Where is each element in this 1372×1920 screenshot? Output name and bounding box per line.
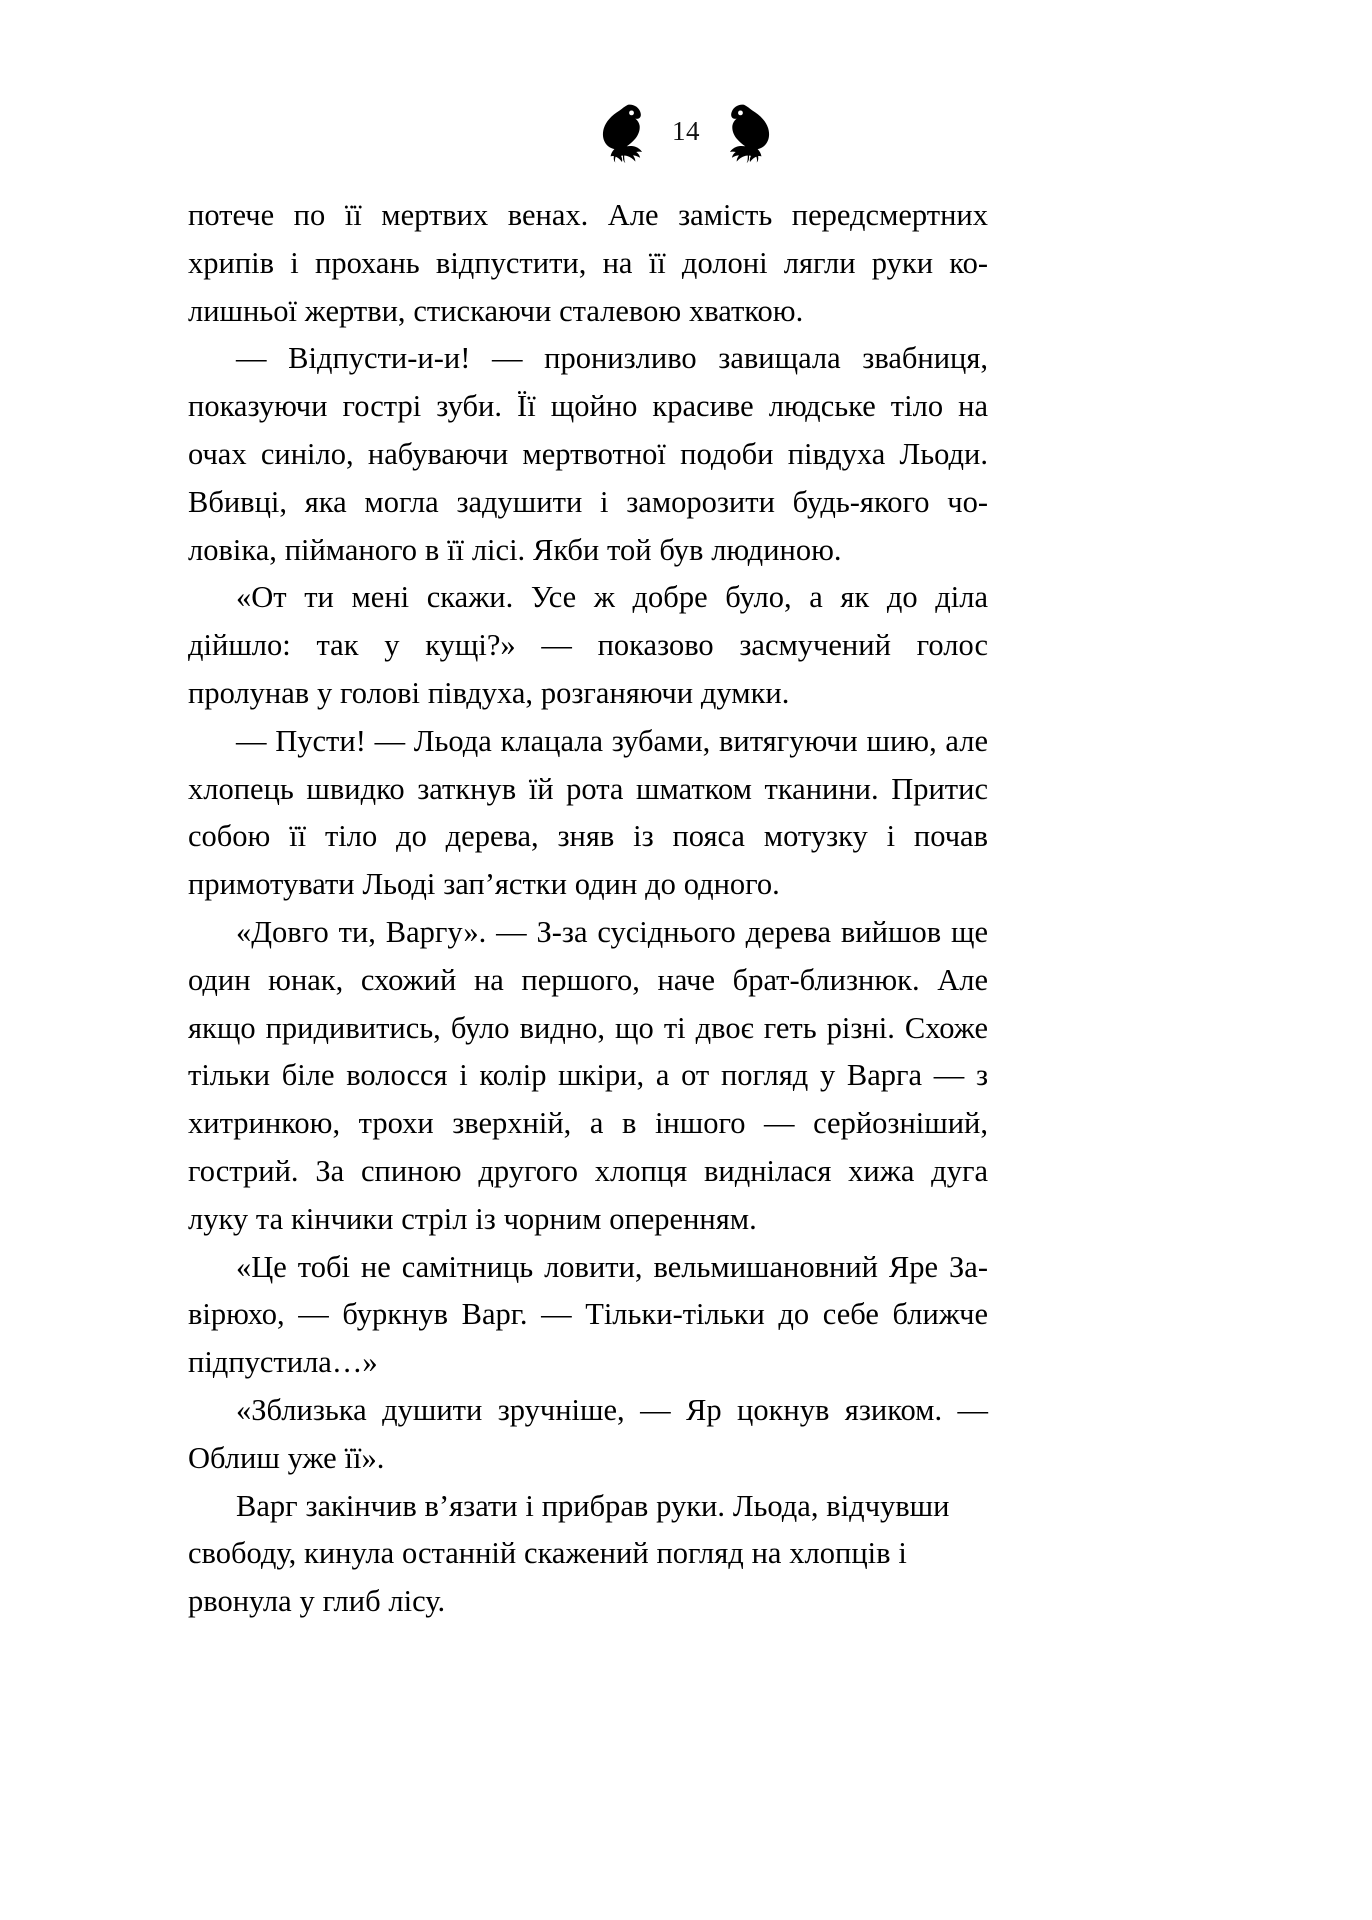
raven-icon-left xyxy=(598,101,646,163)
paragraph: «Довго ти, Варгу». — З-за сусіднього дерева вийшов ще один юнак, схожий на першого, наче брат-близнюк. Але якщо придивитись, було видно, що ті двоє геть різні. Схоже тільки біле волосся і колір шкіри, а от погляд у Варга — з хитринкою, трохи зверхній, а в іншого — серйозніший, гострий. За спиною другого хлопця виднілася хижа дуга луку та кінчики стріл із чорним оперенням. xyxy=(188,914,988,1236)
page-number: 14 xyxy=(672,115,700,146)
raven-icon-right xyxy=(726,101,774,163)
paragraph: — Пусти! — Льода клацала зубами, витягуючи шию, але хлопець швидко заткнув їй рота шматком тканини. Притис собою її тіло до дерева, зняв із пояса мотузку і почав примотувати Льоді зап’ястки один до одного. xyxy=(188,723,988,902)
paragraph: Варг закінчив в’язати і прибрав руки. Льода, відчувши свободу, кинула останній скажений погляд на хлопців і рвонула у глиб лісу. xyxy=(188,1488,950,1619)
paragraph: потече по її мертвих венах. Але замість передсмертних хрипів і прохань відпустити, на її долоні лягли руки колишньої жертви, стискаючи сталевою хваткою. xyxy=(188,198,988,328)
running-head xyxy=(0,96,1372,168)
paragraph: — Відпусти-и-и! — пронизливо завищала звабниця, показуючи гострі зуби. Її щойно красиве людське тіло на очах синіло, набуваючи мертвотної подоби півдуха Льоди. Вбивці, яка могла задушити і заморозити будь-якого чоловіка, пійманого в її лісі. Якби той був людиною. xyxy=(188,341,988,567)
body-text xyxy=(188,192,988,1626)
paragraph: «Це тобі не самітниць ловити, вельмишановний Яре Завірюхо, — буркнув Варг. — Тільки-тільки до себе ближче підпустила…» xyxy=(188,1249,988,1380)
paragraph: «От ти мені скажи. Усе ж добре було, а як до діла дійшло: так у кущі?» — показово засмучений голос пролунав у голові півдуха, розганяючи думки. xyxy=(188,580,988,710)
paragraph: «Зблизька душити зручніше, — Яр цокнув язиком. — Облиш уже її». xyxy=(188,1392,988,1475)
